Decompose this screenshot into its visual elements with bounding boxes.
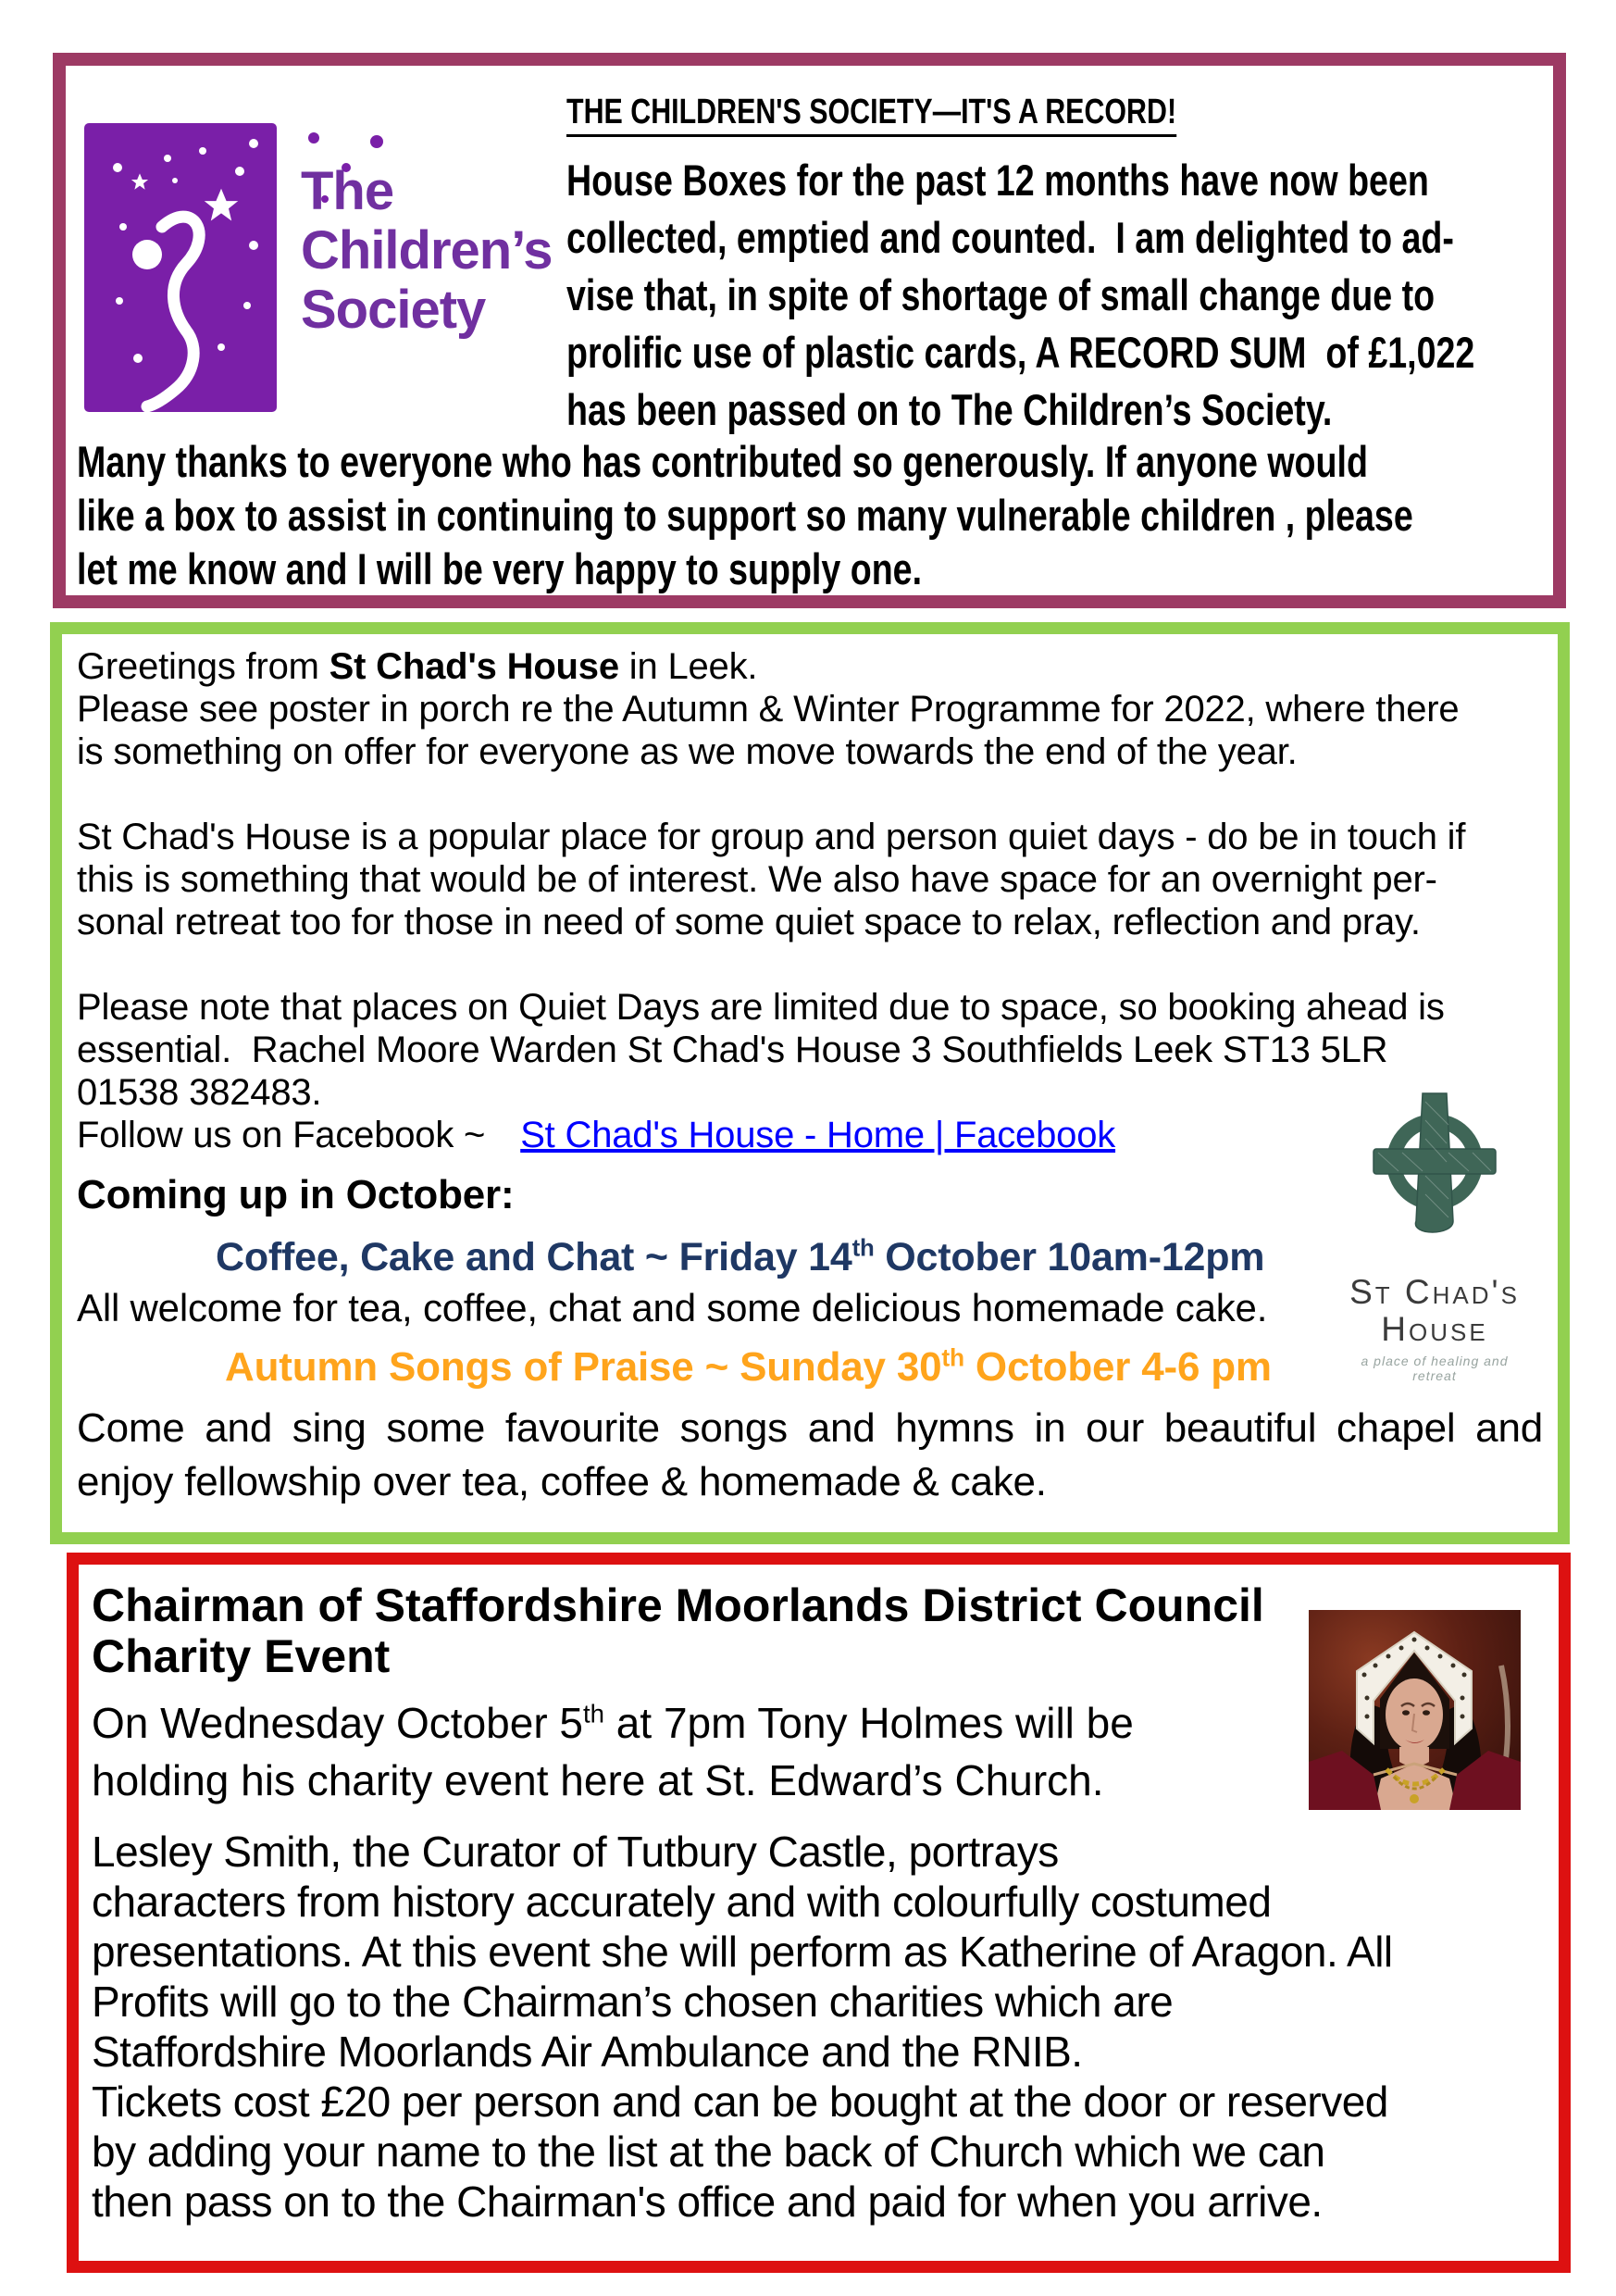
text-line: Profits will go to the Chairman’s chosen charities which are [92, 1978, 1174, 2026]
st-chads-logo-name2: House [1381, 1310, 1488, 1348]
text-line: Staffordshire Moorlands Air Ambulance and the RNIB. [92, 2028, 1083, 2076]
autumn-pre: Autumn Songs of Praise ~ Sunday 30 [225, 1344, 942, 1390]
text-line: like a box to assist in continuing to support so many vulnerable children , please [77, 491, 1413, 540]
text-line: sonal retreat too for those in need of some quiet space to relax, reflection and pray. [77, 902, 1421, 942]
coffee-post: October 10am-12pm [874, 1235, 1265, 1279]
text-line: 01538 382483. [77, 1072, 322, 1113]
childrens-society-logo [82, 114, 582, 429]
autumn-event-line [77, 1343, 1543, 1391]
text-line: St Chad's House is a popular place for group and person quiet days - do be in touch if [77, 817, 1466, 857]
text-line: then pass on to the Chairman's office and paid for when you arrive. [92, 2177, 1323, 2226]
st-chads-body-paragraphs [77, 688, 1543, 1114]
coffee-pre: Coffee, Cake and Chat ~ Friday 14 [216, 1235, 852, 1279]
text-line: vise that, in spite of shortage of small change due to [566, 270, 1436, 319]
childrens-society-thanks-paragraph [77, 435, 1539, 596]
text-line: Children’s [301, 220, 553, 281]
coming-up-heading: Coming up in October: [77, 1172, 515, 1217]
charity-date-line2: holding his charity event here at St. Edward’s Church. [92, 1756, 1104, 1804]
text-line: is something on offer for everyone as we move towards the end of the year. [77, 731, 1298, 772]
st-chads-logo-name: St Chad's [1349, 1273, 1520, 1311]
text-line: Charity Event [92, 1630, 391, 1682]
text-line: Many thanks to everyone who has contributed so generously. If anyone would [77, 437, 1368, 486]
autumn-event-description [77, 1402, 1543, 1509]
text-line: Chairman of Staffordshire Moorlands District Council [92, 1579, 1264, 1631]
text-line: Society [301, 280, 486, 340]
text-line: Tickets cost £20 per person and can be bought at the door or reserved [92, 2078, 1388, 2126]
facebook-row [77, 1114, 1543, 1156]
text-line: this is something that would be of interest. We also have space for an overnight per- [77, 859, 1437, 900]
childrens-society-logo-text [301, 162, 552, 340]
text-line: Lesley Smith, the Curator of Tutbury Castle, portrays [92, 1828, 1059, 1876]
autumn-sup: th [941, 1343, 964, 1372]
text-line: enjoy fellowship over tea, coffee & homemade & cake. [77, 1459, 1047, 1504]
text-line [77, 943, 1543, 986]
coffee-event-line [77, 1233, 1543, 1281]
childrens-society-section [53, 53, 1566, 608]
st-chads-house-logo [1337, 1088, 1532, 1383]
katherine-photo [1309, 1610, 1521, 1810]
date-post: at 7pm Tony Holmes will be [604, 1699, 1134, 1747]
autumn-post: October 4-6 pm [963, 1344, 1272, 1390]
charity-event-body-paragraph [92, 1827, 1546, 2227]
celtic-cross-icon [1337, 1088, 1532, 1264]
text-line: characters from history accurately and with colourfully costumed [92, 1878, 1272, 1926]
coffee-event-description: All welcome for tea, coffee, chat and some delicious homemade cake. [77, 1286, 1268, 1329]
text-line: by adding your name to the list at the back of Church which we can [92, 2128, 1325, 2176]
text-line: collected, emptied and counted. I am delighted to ad- [566, 213, 1454, 262]
greeting-pre: Greetings from [77, 646, 329, 687]
greeting-bold: St Chad's House [329, 646, 619, 687]
facebook-link[interactable]: St Chad's House - Home | Facebook [520, 1115, 1116, 1155]
text-line: Come and sing some favourite songs and hymns in our beautiful chapel and [77, 1405, 1543, 1451]
text-line: House Boxes for the past 12 months have now been [566, 156, 1429, 205]
childrens-society-intro-paragraph [566, 152, 1551, 439]
katherine-photo-image [1309, 1610, 1521, 1810]
text-line: The [301, 161, 394, 221]
text-line: essential. Rachel Moore Warden St Chad's House 3 Southfields Leek ST13 5LR [77, 1029, 1388, 1070]
st-chads-section [50, 622, 1570, 1544]
date-pre: On Wednesday October 5 [92, 1699, 583, 1747]
st-chads-logo-tagline: a place of healing and retreat [1361, 1354, 1509, 1383]
date-sup: th [583, 1699, 605, 1728]
text-line [77, 773, 1543, 816]
childrens-society-heading: THE CHILDREN'S SOCIETY—IT'S A RECORD! [566, 92, 1176, 137]
text-line: Please see poster in porch re the Autumn & Winter Programme for 2022, where there [77, 689, 1460, 730]
st-chads-greeting [77, 645, 1543, 688]
facebook-label: Follow us on Facebook ~ [77, 1115, 486, 1155]
greeting-post: in Leek. [618, 646, 758, 687]
coffee-sup: th [852, 1235, 875, 1262]
text-line: prolific use of plastic cards, A RECORD SUM of £1,022 [566, 328, 1475, 377]
text-line: Please note that places on Quiet Days are limited due to space, so booking ahead is [77, 987, 1445, 1028]
text-line: presentations. At this event she will perform as Katherine of Aragon. All [92, 1928, 1393, 1976]
charity-event-section [67, 1553, 1571, 2273]
text-line: let me know and I will be very happy to supply one. [77, 544, 923, 593]
text-line: has been passed on to The Children’s Society. [566, 385, 1333, 434]
